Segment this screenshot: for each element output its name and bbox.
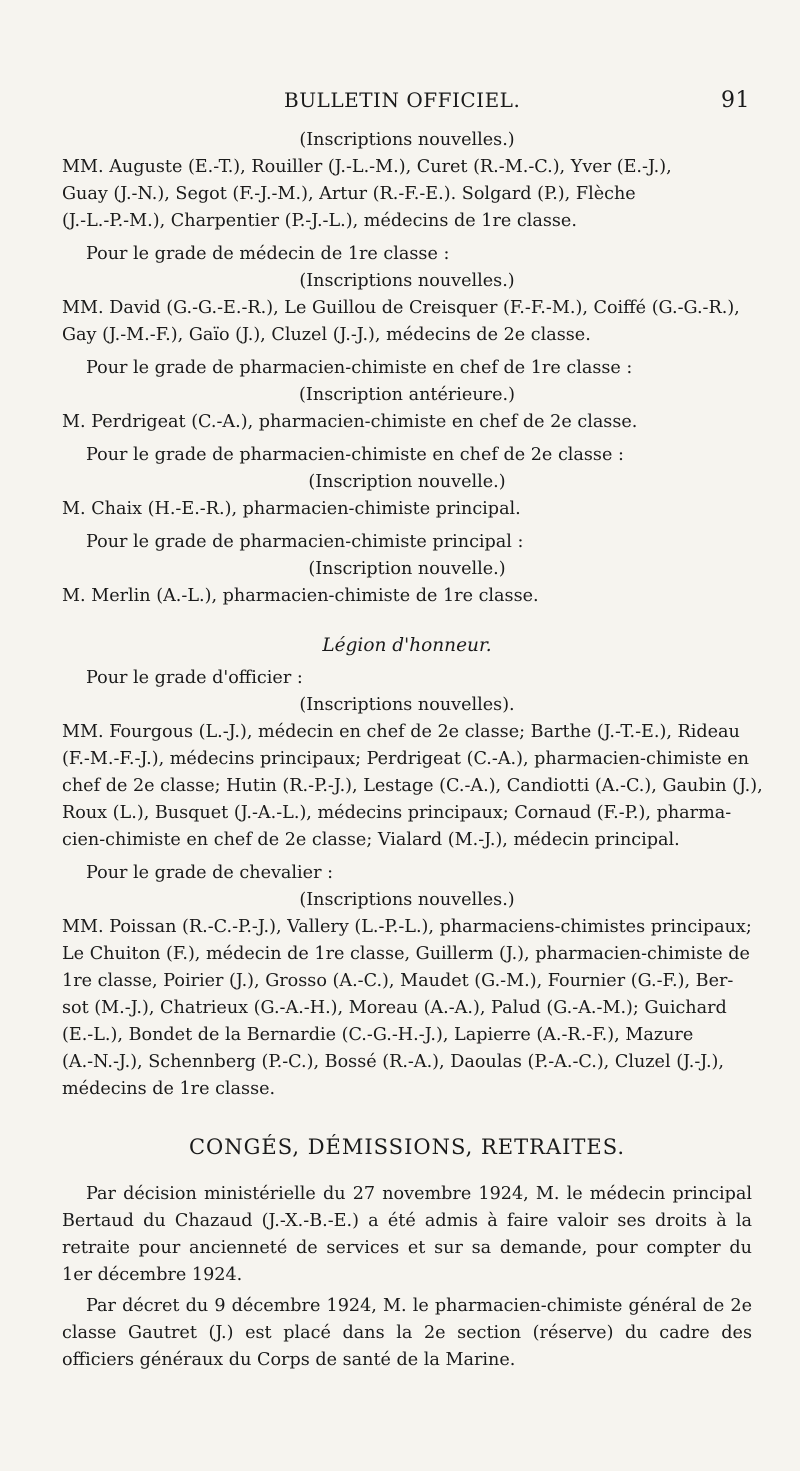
grade-heading: Pour le grade de chevalier :	[86, 863, 333, 883]
text-line: chef de 2e classe; Hutin (R.-P.-J.), Lestage (C.-A.), Candiotti (A.-C.), Gaubin (J.),	[62, 776, 763, 796]
text-line: (J.-L.-P.-M.), Charpentier (P.-J.-L.), médecins de 1re classe.	[62, 211, 577, 231]
promotion-list	[62, 127, 763, 1103]
subheading-inscriptions: (Inscription nouvelle.)	[308, 559, 506, 579]
text-line: cien-chimiste en chef de 2e classe; Vialard (M.-J.), médecin principal.	[62, 830, 680, 850]
text-line: Guay (J.-N.), Segot (F.-J.-M.), Artur (R.-F.-E.). Solgard (P.), Flèche	[62, 184, 636, 204]
grade-heading: Pour le grade de pharmacien-chimiste en chef de 1re classe :	[86, 358, 633, 378]
section-title: CONGÉS, DÉMISSIONS, RETRAITES.	[188, 1135, 626, 1159]
subheading-inscriptions: (Inscription antérieure.)	[299, 385, 515, 405]
text-line: Roux (L.), Busquet (J.-A.-L.), médecins principaux; Cornaud (F.-P.), pharma-	[62, 803, 732, 823]
section-body	[62, 1181, 752, 1374]
paragraph: Par décision ministérielle du 27 novembre 1924, M. le médecin principal Bertaud du Chazaud (J.-X.-B.-E.) a été admis à faire valoir ses droits à la retraite pour ancienneté de services et sur sa demande, pour compter du 1er décembre 1924.	[62, 1184, 752, 1285]
text-line: sot (M.-J.), Chatrieux (G.-A.-H.), Moreau (A.-A.), Palud (G.-A.-M.); Guichard	[62, 998, 727, 1018]
subheading-inscriptions: (Inscriptions nouvelles).	[299, 695, 515, 715]
text-line: (A.-N.-J.), Schennberg (P.-C.), Bossé (R.-A.), Daoulas (P.-A.-C.), Cluzel (J.-J.),	[62, 1052, 725, 1072]
header-title: BULLETIN OFFICIEL.	[284, 88, 521, 112]
text-line: M. Chaix (H.-E.-R.), pharmacien-chimiste principal.	[62, 499, 521, 519]
subheading-inscriptions: (Inscription nouvelle.)	[308, 472, 506, 492]
text-line: médecins de 1re classe.	[62, 1079, 276, 1099]
text-line: M. Merlin (A.-L.), pharmacien-chimiste de 1re classe.	[62, 586, 539, 606]
text-line: Gay (J.-M.-F.), Gaïo (J.), Cluzel (J.-J.), médecins de 2e classe.	[62, 325, 591, 345]
text-line: (F.-M.-F.-J.), médecins principaux; Perdrigeat (C.-A.), pharmacien-chimiste en	[62, 749, 749, 769]
grade-heading: Pour le grade de pharmacien-chimiste principal :	[86, 532, 524, 552]
subheading-inscriptions: (Inscriptions nouvelles.)	[299, 271, 515, 291]
grade-heading: Pour le grade d'officier :	[86, 668, 303, 688]
text-line: 1re classe, Poirier (J.), Grosso (A.-C.), Maudet (G.-M.), Fournier (G.-F.), Ber-	[62, 971, 734, 991]
running-header	[62, 88, 752, 113]
grade-heading: Pour le grade de pharmacien-chimiste en chef de 2e classe :	[86, 445, 624, 465]
text-line: Le Chuiton (F.), médecin de 1re classe, Guillerm (J.), pharmacien-chimiste de	[62, 944, 750, 964]
text-line: M. Perdrigeat (C.-A.), pharmacien-chimiste en chef de 2e classe.	[62, 412, 638, 432]
text-line: (E.-L.), Bondet de la Bernardie (C.-G.-H.-J.), Lapierre (A.-R.-F.), Mazure	[62, 1025, 694, 1045]
legion-honneur-heading: Légion d'honneur.	[322, 635, 492, 656]
subheading-inscriptions: (Inscriptions nouvelles.)	[299, 890, 515, 910]
text-line: MM. Fourgous (L.-J.), médecin en chef de 2e classe; Barthe (J.-T.-E.), Rideau	[62, 722, 740, 742]
text-line: MM. David (G.-G.-E.-R.), Le Guillou de Creisquer (F.-F.-M.), Coiffé (G.-G.-R.),	[62, 298, 740, 318]
text-line: MM. Auguste (E.-T.), Rouiller (J.-L.-M.), Curet (R.-M.-C.), Yver (E.-J.),	[62, 157, 672, 177]
grade-heading: Pour le grade de médecin de 1re classe :	[86, 244, 450, 264]
paragraph: Par décret du 9 décembre 1924, M. le pharmacien-chimiste général de 2e classe Gautret (J.) est placé dans la 2e section (réserve) du cadre des officiers généraux du Corps de santé de la Marine.	[62, 1296, 752, 1370]
text-line: MM. Poissan (R.-C.-P.-J.), Vallery (L.-P.-L.), pharmaciens-chimistes principaux;	[62, 917, 752, 937]
page-number: 91	[721, 88, 750, 113]
subheading-inscriptions: (Inscriptions nouvelles.)	[299, 130, 515, 150]
